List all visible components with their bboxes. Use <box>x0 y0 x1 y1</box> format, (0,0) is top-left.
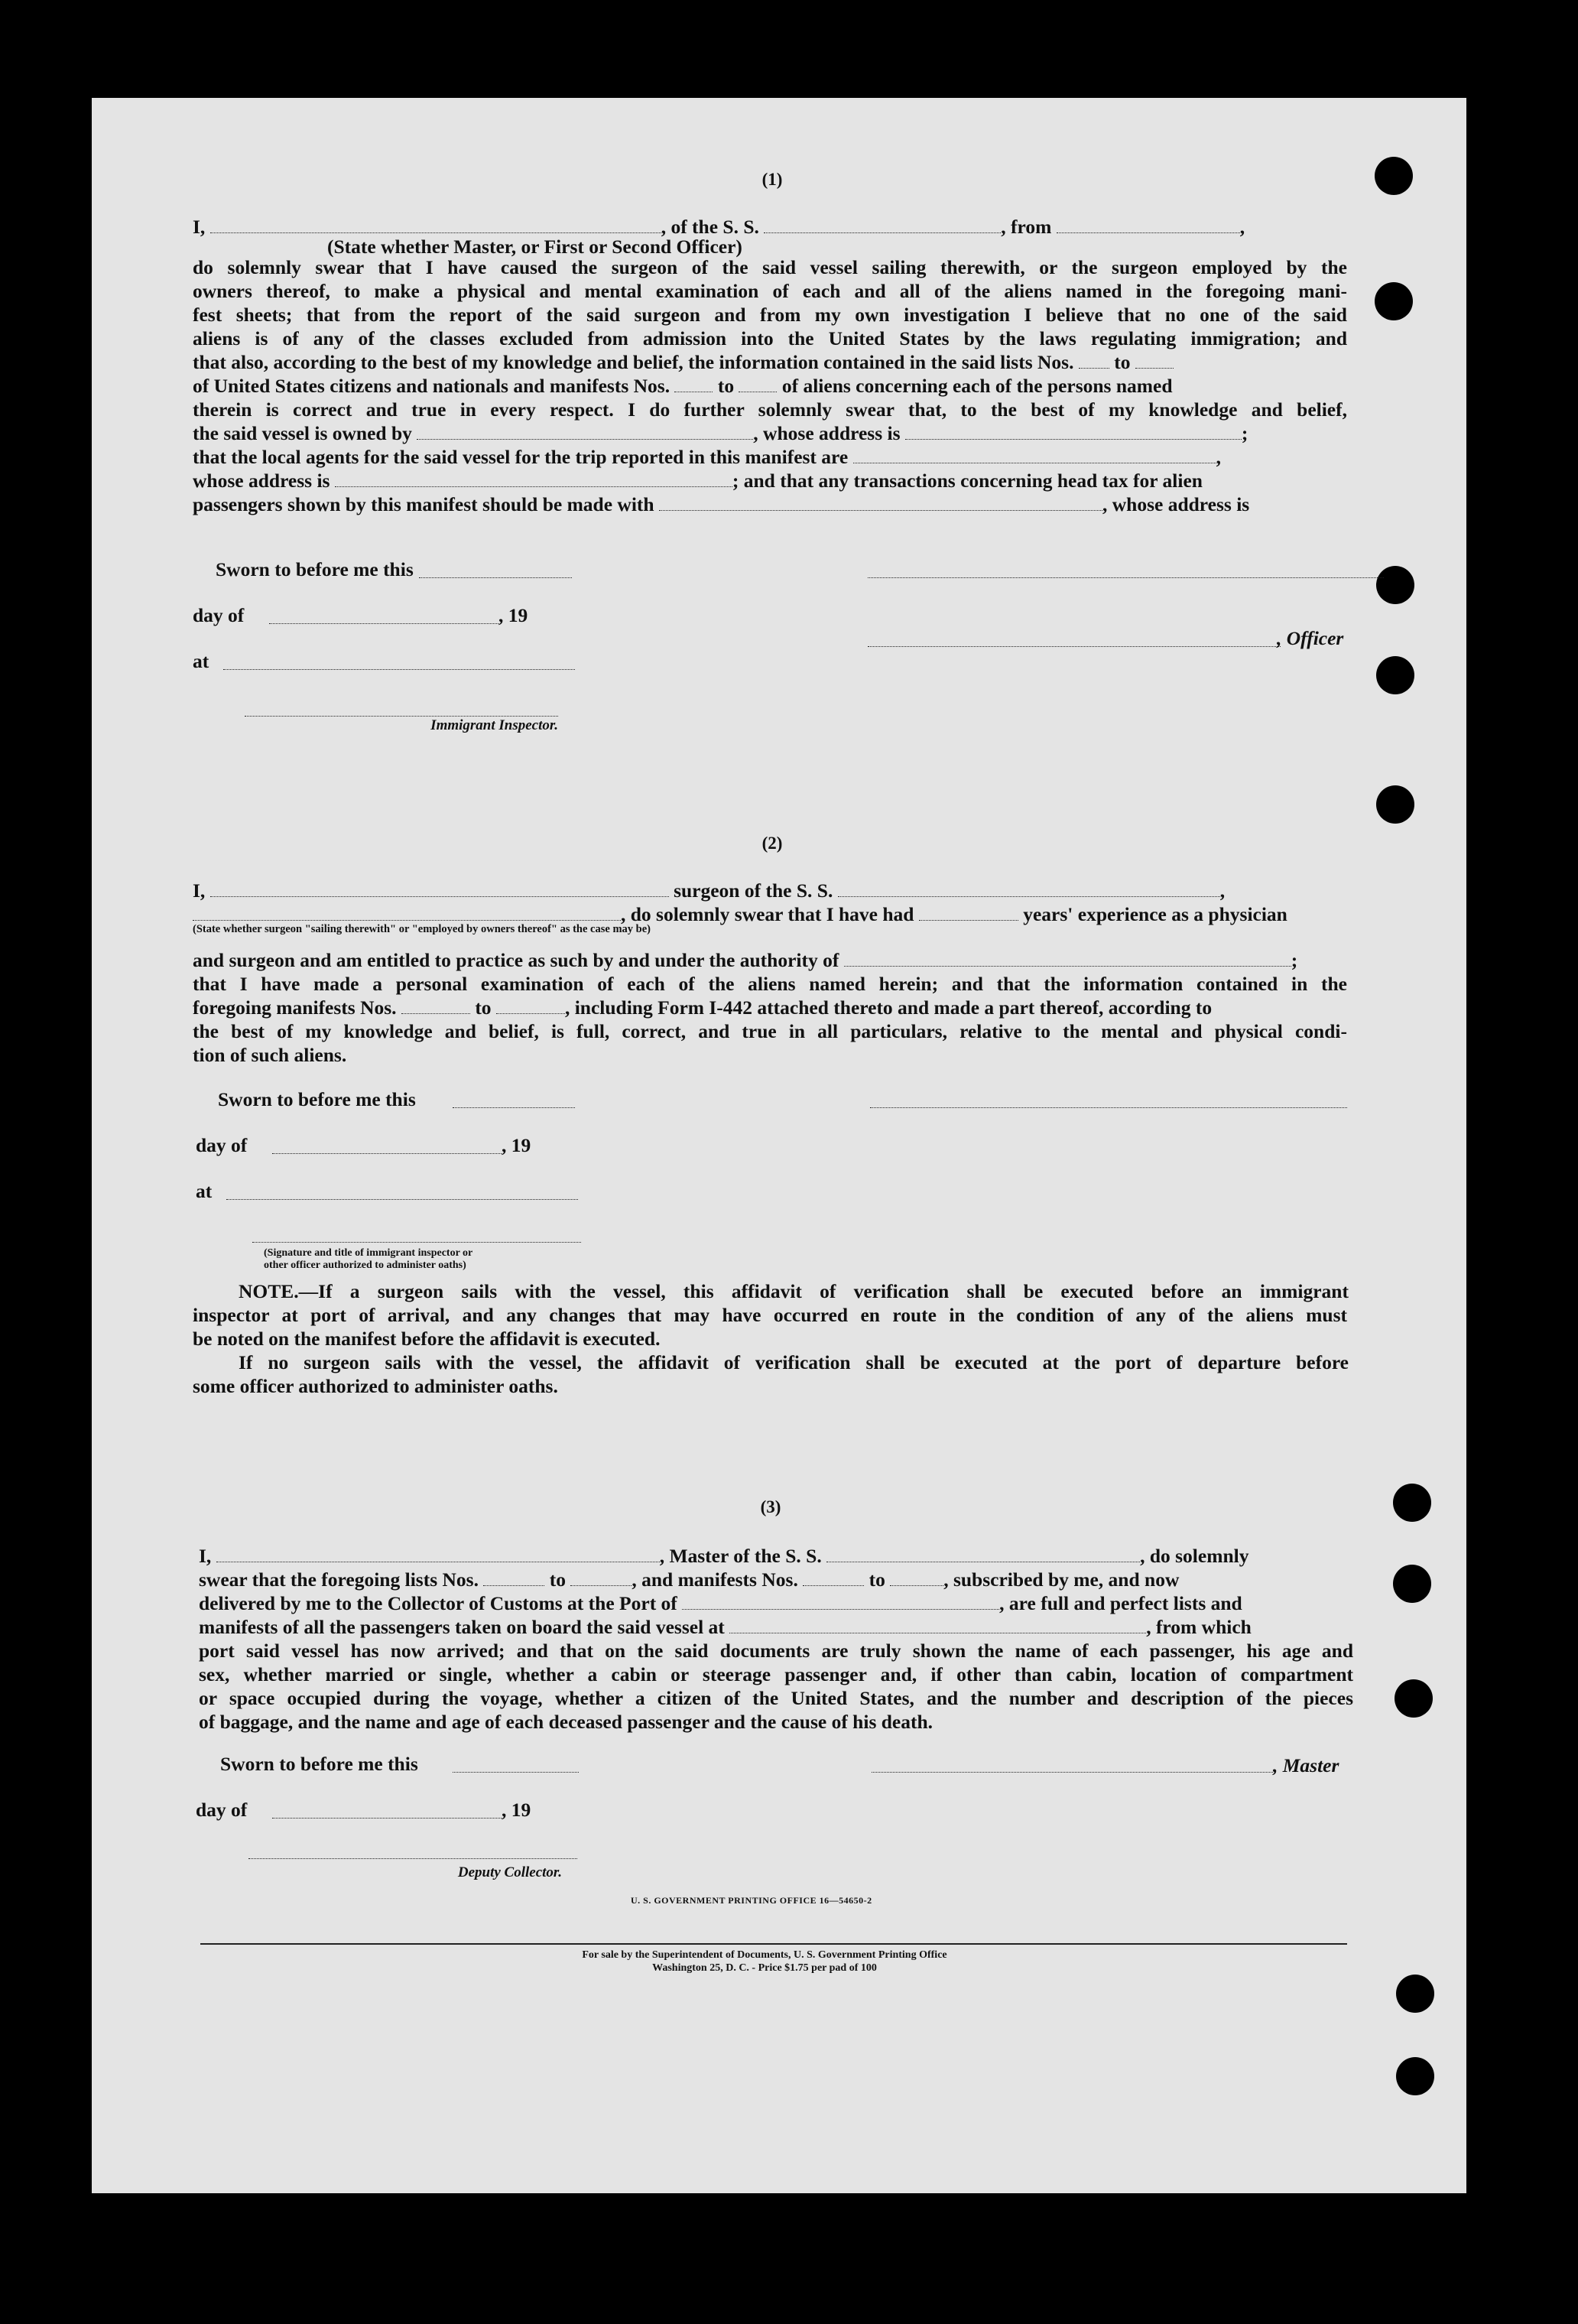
sig-caption: (Signature and title of immigrant inspector or <box>264 1247 473 1259</box>
text: I, <box>199 1545 212 1567</box>
officer-rank-field[interactable] <box>210 216 661 233</box>
text: ; <box>1241 422 1248 444</box>
punch-hole <box>1375 282 1413 320</box>
s1-para-line: do solemnly swear that I have caused the surgeon of the said vessel sailing therewith, or the surgeon employed by the <box>193 256 1347 278</box>
text: delivered by me to the Collector of Customs at the Port of <box>199 1592 677 1614</box>
sworn-label: Sworn to before me this <box>220 1753 418 1775</box>
master-signature-line[interactable] <box>872 1772 1273 1773</box>
s1-line-10 <box>193 446 1347 469</box>
s1-line-8: therein is correct and true in every respect. I do further solemnly swear that, to the best of my knowledge and belief, <box>193 398 1347 421</box>
sig-caption: other officer authorized to administer oaths) <box>264 1260 466 1271</box>
footer-sale-line: For sale by the Superintendent of Documents, U. S. Government Printing Office <box>582 1949 947 1961</box>
note-line: NOTE.—If a surgeon sails with the vessel, this affidavit of verification shall be executed before an immigrant <box>239 1280 1349 1302</box>
note-line: be noted on the manifest before the affidavit is executed. <box>193 1328 661 1350</box>
s3-line-3 <box>199 1592 1353 1615</box>
s1-para-line: aliens is of any of the classes excluded from admission into the United States by the laws regulating immigration; and <box>193 327 1347 349</box>
punch-hole <box>1376 656 1414 694</box>
s2-inspector-signature-line[interactable] <box>252 1242 581 1243</box>
punch-hole <box>1396 2057 1434 2095</box>
sworn-label: Sworn to before me this <box>216 558 414 580</box>
s3-para-line: sex, whether married or single, whether a cabin or steerage passenger and, if other than cabin, location of compartment <box>199 1663 1353 1685</box>
at-label: at <box>193 650 209 672</box>
text: , whose address is <box>1102 493 1250 515</box>
footer-rule <box>200 1943 1347 1945</box>
officer-caption: , Officer <box>1277 627 1344 649</box>
s2-line-5 <box>193 996 1347 1019</box>
s1-para-line: fest sheets; that from the report of the said surgeon and from my own investigation I believe that no one of the said <box>193 304 1347 326</box>
at-label: at <box>196 1180 213 1202</box>
s3-vessel-field[interactable] <box>826 1545 1140 1562</box>
punch-hole <box>1396 1975 1434 2013</box>
day-field[interactable] <box>269 623 498 624</box>
s3-para-line: of baggage, and the name and age of each deceased passenger and the cause of his death. <box>199 1711 933 1733</box>
sworn-label: Sworn to before me this <box>218 1088 416 1110</box>
day-label: day of <box>196 1799 248 1821</box>
text: ; and that any transactions concerning head tax for alien <box>732 470 1203 492</box>
s2-line-1 <box>193 879 1347 902</box>
manifests-to-field[interactable] <box>739 375 777 392</box>
owner-field[interactable] <box>417 422 753 440</box>
authority-field[interactable] <box>844 949 1291 967</box>
s2-manifests-to-field[interactable] <box>496 996 565 1014</box>
boarding-port-field[interactable] <box>729 1616 1146 1633</box>
s1-line-6 <box>193 351 1347 374</box>
lists-to-field[interactable] <box>1135 351 1174 369</box>
year-label: , 19 <box>502 1799 531 1821</box>
punch-hole <box>1395 1679 1433 1718</box>
text: to <box>1114 351 1131 373</box>
text: , <box>1219 879 1226 902</box>
text: , Master of the S. S. <box>659 1545 822 1567</box>
s1-para-line: owners thereof, to make a physical and mental examination of each and all of the aliens named in the foregoing mani- <box>193 280 1347 302</box>
s3-day-field[interactable] <box>272 1818 502 1819</box>
text: , including Form I-442 attached thereto and made a part thereof, according to <box>564 996 1213 1019</box>
s1-line-12 <box>193 493 1347 516</box>
lists-from-field[interactable] <box>1079 351 1109 369</box>
departure-port-field[interactable] <box>1057 216 1240 233</box>
printing-office-code: U. S. GOVERNMENT PRINTING OFFICE 16—54650-2 <box>631 1895 872 1906</box>
owner-address-field[interactable] <box>905 422 1242 440</box>
master-caption: , Master <box>1273 1754 1339 1776</box>
text: manifests of all the passengers taken on board the said vessel at <box>199 1616 725 1638</box>
text: , do solemnly <box>1140 1545 1249 1567</box>
s2-at-field[interactable] <box>226 1199 578 1200</box>
s3-manifests-to-field[interactable] <box>890 1568 943 1586</box>
text: the said vessel is owned by <box>193 422 412 444</box>
note-line: inspector at port of arrival, and any changes that may have occurred en route in the condition of any of the aliens must <box>193 1304 1347 1326</box>
s3-lists-from-field[interactable] <box>483 1568 544 1586</box>
s3-para-line: port said vessel has now arrived; and that on the said documents are truly shown the name of each passenger, his age and <box>199 1640 1353 1662</box>
s2-line-6: the best of my knowledge and belief, is full, correct, and true in all particulars, relative to the mental and physical condi- <box>193 1020 1347 1042</box>
s1-line-11 <box>193 470 1347 492</box>
text: that the local agents for the said vessel for the trip reported in this manifest are <box>193 446 849 468</box>
text: I, <box>193 216 206 238</box>
s3-lists-to-field[interactable] <box>570 1568 632 1586</box>
text: and surgeon and am entitled to practice as such by and under the authority of <box>193 949 839 971</box>
local-agents-field[interactable] <box>853 446 1216 463</box>
text: , from which <box>1146 1616 1252 1638</box>
manifests-from-field[interactable] <box>674 375 713 392</box>
surgeon-name-field[interactable] <box>210 879 669 897</box>
section-number: (3) <box>760 1497 781 1516</box>
s3-line-2 <box>199 1568 1353 1591</box>
inspector-caption: Immigrant Inspector. <box>430 717 558 733</box>
s3-line-1 <box>199 1545 1353 1568</box>
text: , whose address is <box>753 422 901 444</box>
head-tax-contact-field[interactable] <box>659 493 1102 511</box>
inspector-signature-line[interactable] <box>245 716 558 717</box>
punch-hole <box>1393 1565 1431 1603</box>
punch-hole <box>1376 785 1414 824</box>
surgeon-type-field[interactable] <box>193 903 621 921</box>
punch-hole <box>1376 566 1414 604</box>
text: , are full and perfect lists and <box>999 1592 1242 1614</box>
s3-manifests-from-field[interactable] <box>803 1568 864 1586</box>
s2-sworn-date-field[interactable] <box>453 1107 575 1108</box>
deputy-caption: Deputy Collector. <box>457 1864 562 1880</box>
years-experience-field[interactable] <box>919 903 1018 921</box>
text: to <box>869 1568 885 1591</box>
s2-day-field[interactable] <box>272 1153 502 1154</box>
s3-sworn-date-field[interactable] <box>453 1772 579 1773</box>
officer-signature-line-top[interactable] <box>868 577 1384 578</box>
s2-line-3 <box>193 949 1347 972</box>
sworn-date-field[interactable] <box>419 577 572 578</box>
text: whose address is <box>193 470 330 492</box>
officer-signature-line[interactable] <box>868 646 1281 647</box>
vessel-name-field[interactable] <box>764 216 1001 233</box>
day-label: day of <box>196 1134 248 1156</box>
section-number: (2) <box>761 834 783 853</box>
text: , of the S. S. <box>661 216 759 238</box>
surgeon-caption: (State whether surgeon "sailing therewith" or "employed by owners thereof" as the case may be) <box>193 923 651 935</box>
text: of aliens concerning each of the persons named <box>781 375 1173 397</box>
agents-address-field[interactable] <box>335 470 732 487</box>
text: years' experience as a physician <box>1023 903 1287 925</box>
text: , do solemnly swear that I have had <box>621 903 914 925</box>
text: , <box>1216 446 1221 468</box>
note-line: some officer authorized to administer oaths. <box>193 1375 558 1397</box>
text: , and manifests Nos. <box>632 1568 798 1591</box>
text: that also, according to the best of my knowledge and belief, the information contained in the said lists Nos. <box>193 351 1074 373</box>
surgeon-signature-line[interactable] <box>870 1107 1347 1108</box>
s2-line-4: that I have made a personal examination of each of the aliens named herein; and that the information contained in the <box>193 973 1347 995</box>
s1-line-7 <box>193 375 1347 398</box>
section-number: (1) <box>761 170 783 189</box>
s2-manifests-from-field[interactable] <box>401 996 470 1014</box>
text: to <box>549 1568 566 1591</box>
note-line: If no surgeon sails with the vessel, the affidavit of verification shall be executed at the port of departure before <box>239 1351 1349 1373</box>
port-field[interactable] <box>682 1592 999 1610</box>
punch-hole <box>1393 1484 1431 1522</box>
deputy-signature-line[interactable] <box>248 1858 577 1859</box>
rank-caption: (State whether Master, or First or Second Officer) <box>327 236 742 258</box>
text: I, <box>193 879 206 902</box>
text: to <box>475 996 492 1019</box>
at-field[interactable] <box>223 669 575 670</box>
day-label: day of <box>193 604 245 626</box>
s2-vessel-field[interactable] <box>838 879 1220 897</box>
year-label: , 19 <box>502 1134 531 1156</box>
punch-hole <box>1375 157 1413 195</box>
s2-line-7: tion of such aliens. <box>193 1044 347 1066</box>
s3-line-4 <box>199 1616 1353 1639</box>
master-name-field[interactable] <box>216 1545 660 1562</box>
year-label: , 19 <box>498 604 528 626</box>
text: , from <box>1001 216 1052 238</box>
text: , <box>1239 216 1245 238</box>
s1-line-9 <box>193 422 1347 445</box>
text: , subscribed by me, and now <box>943 1568 1180 1591</box>
footer-price-line: Washington 25, D. C. - Price $1.75 per pad of 100 <box>652 1962 877 1974</box>
text: passengers shown by this manifest should be made with <box>193 493 654 515</box>
text: foregoing manifests Nos. <box>193 996 397 1019</box>
text: of United States citizens and nationals and manifests Nos. <box>193 375 670 397</box>
text: ; <box>1291 949 1298 971</box>
text: surgeon of the S. S. <box>674 879 833 902</box>
text: to <box>717 375 735 397</box>
s3-para-line: or space occupied during the voyage, whether a citizen of the United States, and the number and description of the pieces <box>199 1687 1353 1709</box>
text: swear that the foregoing lists Nos. <box>199 1568 479 1591</box>
